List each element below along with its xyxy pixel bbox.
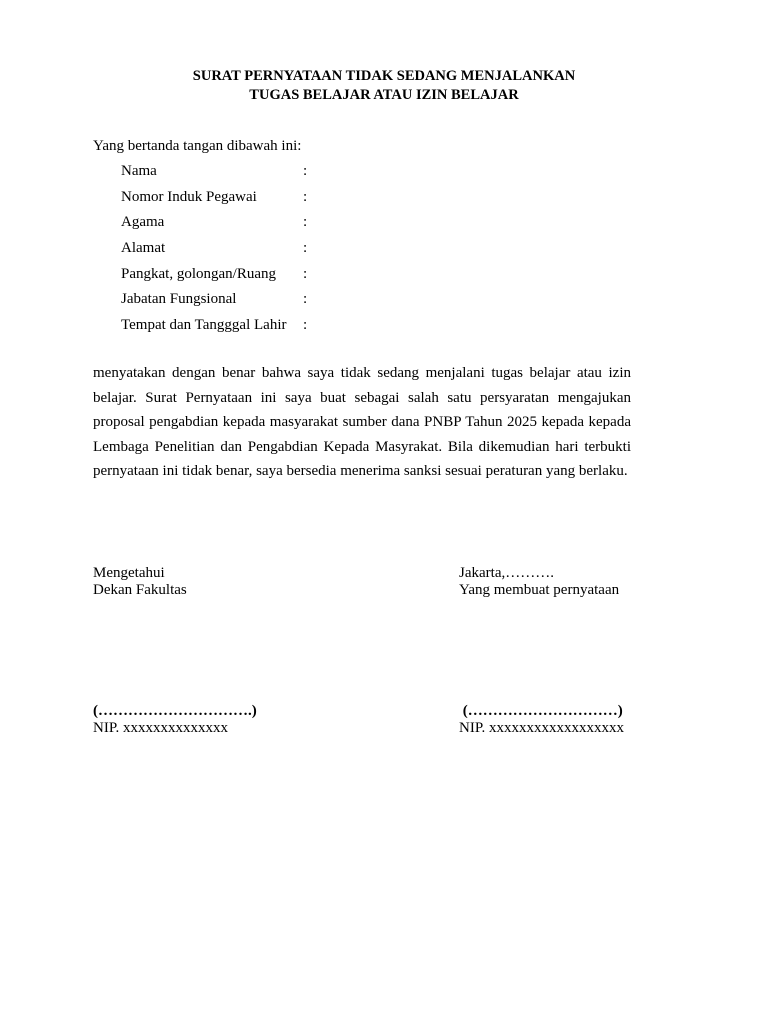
field-colon: :	[303, 240, 308, 257]
field-row-alamat	[121, 239, 307, 265]
intro-text: Yang bertanda tangan dibawah ini:	[93, 138, 302, 154]
field-colon: :	[303, 291, 308, 308]
field-row-pangkat	[121, 265, 307, 291]
right-signature-header	[459, 565, 619, 599]
field-label: Jabatan Fungsional	[121, 291, 237, 308]
right-signature-line2: Yang membuat pernyataan	[459, 582, 620, 598]
statement-paragraph: menyatakan dengan benar bahwa saya tidak sedang menjalani tugas belajar atau izin belajar. Surat Pernyataan ini saya buat sebagai salah satu persyaratan mengajukan proposal pengabdian kepada masyarakat sumber dana PNBP Tahun 2025 kepada kepada Lembaga Penelitian dan Pengabdian Kepada Masyrakat. Bila dikemudian hari terbukti pernyataan ini tidak benar, saya bersedia menerima sanksi sesuai peraturan yang berlaku.	[93, 365, 631, 480]
left-signature-name: (………………………….)	[93, 703, 257, 719]
document-title-line1: SURAT PERNYATAAN TIDAK SEDANG MENJALANKAN	[192, 68, 576, 84]
right-signature-nip: NIP. xxxxxxxxxxxxxxxxxx	[459, 720, 625, 736]
field-label: Nama	[121, 163, 157, 179]
field-row-nip	[121, 188, 307, 214]
right-signature-footer	[459, 703, 624, 737]
right-signature-line1: Jakarta,……….	[459, 565, 554, 581]
field-colon: :	[303, 188, 308, 205]
field-row-agama	[121, 213, 307, 239]
identity-fields	[121, 162, 307, 342]
left-signature-header	[93, 565, 187, 599]
field-row-ttl	[121, 316, 307, 342]
document-title-line2: TUGAS BELAJAR ATAU IZIN BELAJAR	[249, 87, 519, 103]
left-signature-footer	[93, 703, 257, 737]
field-label: Alamat	[121, 240, 166, 257]
left-signature-line1: Mengetahui	[93, 565, 165, 581]
field-label: Pangkat, golongan/Ruang	[121, 265, 276, 282]
field-colon: :	[303, 317, 308, 334]
field-row-nama	[121, 162, 307, 188]
field-colon: :	[303, 163, 308, 179]
left-signature-nip: NIP. xxxxxxxxxxxxxx	[93, 720, 229, 736]
field-colon: :	[303, 214, 308, 231]
field-colon: :	[303, 265, 308, 282]
field-label: Tempat dan Tangggal Lahir	[121, 317, 287, 334]
right-signature-name: (…………………………)	[459, 703, 623, 719]
field-row-jabatan	[121, 290, 307, 316]
field-label: Agama	[121, 214, 165, 231]
field-label: Nomor Induk Pegawai	[121, 188, 257, 205]
left-signature-line2: Dekan Fakultas	[93, 582, 187, 598]
